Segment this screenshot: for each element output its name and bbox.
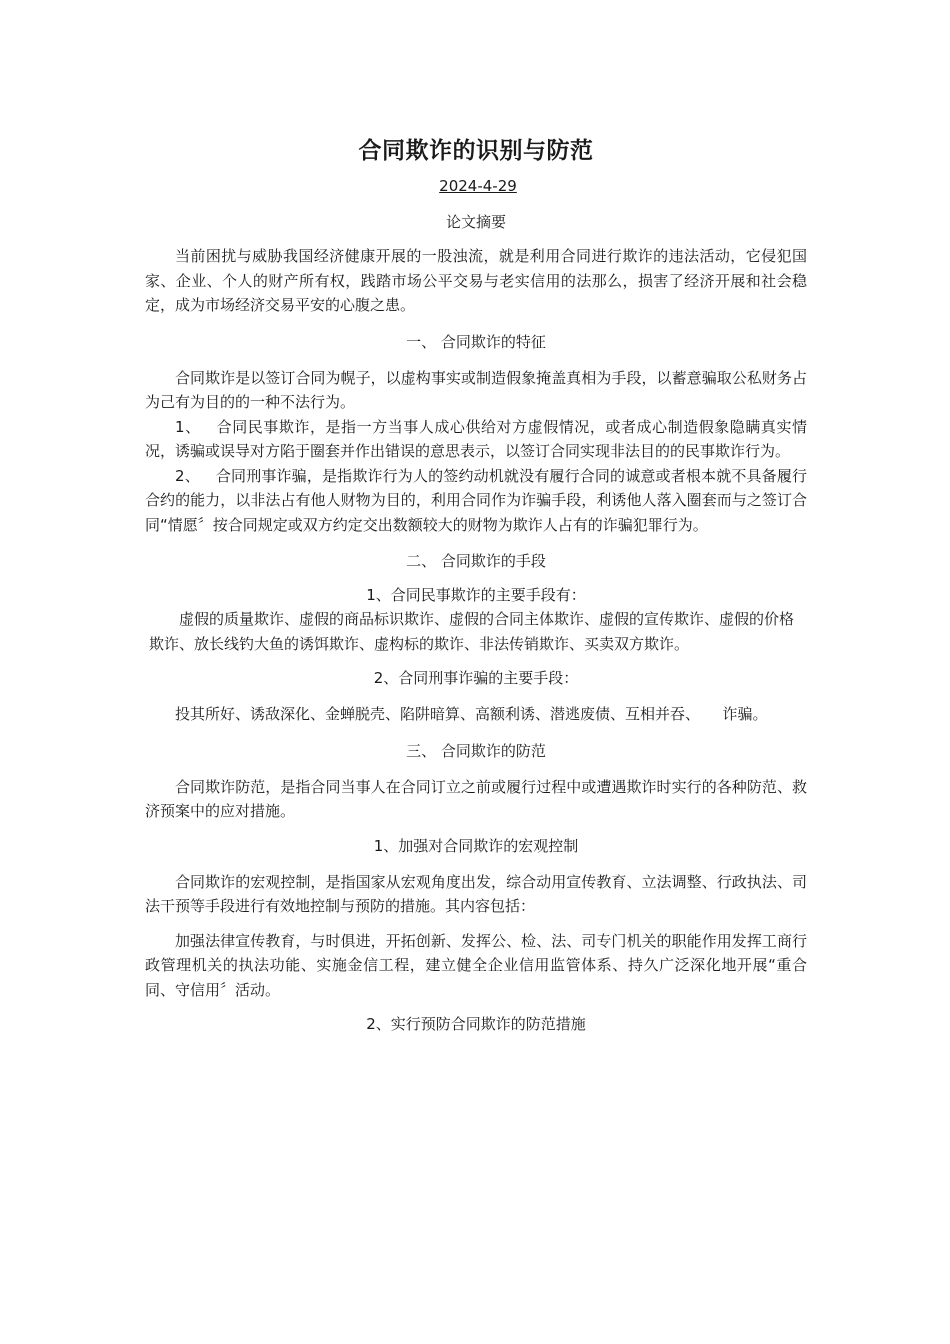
section1-heading: 一、 合同欺诈的特征 — [406, 332, 546, 351]
section2-sub2-text: 投其所好、诱敌深化、金蝉脱壳、陷阱暗算、高额利诱、潜逃废债、互相并吞、 诈骗。 — [175, 705, 768, 723]
section3-intro: 合同欺诈防范，是指合同当事人在合同订立之前或履行过程中或遭遇欺诈时实行的各种防范、救济预案中的应对措施。 — [145, 777, 807, 820]
section3-sub1-text2: 加强法律宣传教育，与时俱进，开拓创新、发挥公、检、法、司专门机关的职能作用发挥工商行政管理机关的执法功能、实施金信工程，建立健全企业信用监管体系、持久广泛深化地开展“重合同、守信用〞活动。 — [145, 931, 807, 999]
section2-sub1-text: 虚假的质量欺诈、虚假的商品标识欺诈、虚假的合同主体欺诈、虚假的宣传欺诈、虚假的价格欺诈、放长线钓大鱼的诱饵欺诈、虚构标的欺诈、非法传销欺诈、买卖双方欺诈。 — [149, 610, 795, 653]
document-page — [145, 132, 807, 1036]
section1-intro: 合同欺诈是以签订合同为幌子，以虚构事实或制造假象掩盖真相为手段，以蓄意骗取公私财务占为己有为目的的一种不法行为。 — [145, 368, 807, 411]
abstract-paragraph: 当前困扰与威胁我国经济健康开展的一股浊流，就是利用合同进行欺诈的违法活动，它侵犯国家、企业、个人的财产所有权，践踏市场公平交易与老实信用的法那么，损害了经济开展和社会稳定，成为市场经济交易平安的心腹之患。 — [145, 247, 807, 314]
section2-sub1-heading: 1、合同民事欺诈的主要手段有： — [366, 586, 586, 604]
item-text: 合同刑事诈骗，是指欺诈行为人的签约动机就没有履行合同的诚意或者根本就不具备履行合约的能力，以非法占有他人财物为目的，利用合同作为诈骗手段，利诱他人落入圈套而与之签订合同“情愿〞按合同规定或双方约定交出数额较大的财物为欺诈人占有的诈骗犯罪行为。 — [145, 466, 807, 534]
item-number: 1、 — [175, 417, 201, 436]
document-title: 合同欺诈的识别与防范 — [358, 138, 594, 164]
section2-sub2-heading: 2、合同刑事诈骗的主要手段： — [373, 669, 579, 687]
item-text: 合同民事欺诈，是指一方当事人成心供给对方虚假情况，或者成心制造假象隐瞒真实情况，诱骗或误导对方陷于圈套并作出错误的意思表示，以签订合同实现非法目的的民事欺诈行为。 — [145, 417, 807, 460]
section1-item1 — [145, 415, 807, 464]
section3-heading: 三、 合同欺诈的防范 — [406, 741, 546, 760]
date-text: 2024-4-29 — [439, 177, 517, 195]
document-date — [145, 176, 807, 196]
section3-sub1-text: 合同欺诈的宏观控制，是指国家从宏观角度出发，综合动用宣传教育、立法调整、行政执法、司法干预等手段进行有效地控制与预防的措施。其内容包括： — [145, 872, 807, 915]
section3-sub2-heading: 2、实行预防合同欺诈的防范措施 — [366, 1015, 586, 1033]
abstract-heading: 论文摘要 — [445, 213, 506, 231]
item-number: 2、 — [175, 466, 200, 485]
section2-heading: 二、 合同欺诈的手段 — [406, 552, 546, 570]
section1-item2 — [145, 464, 807, 538]
section3-sub1-heading: 1、加强对合同欺诈的宏观控制 — [373, 836, 579, 855]
